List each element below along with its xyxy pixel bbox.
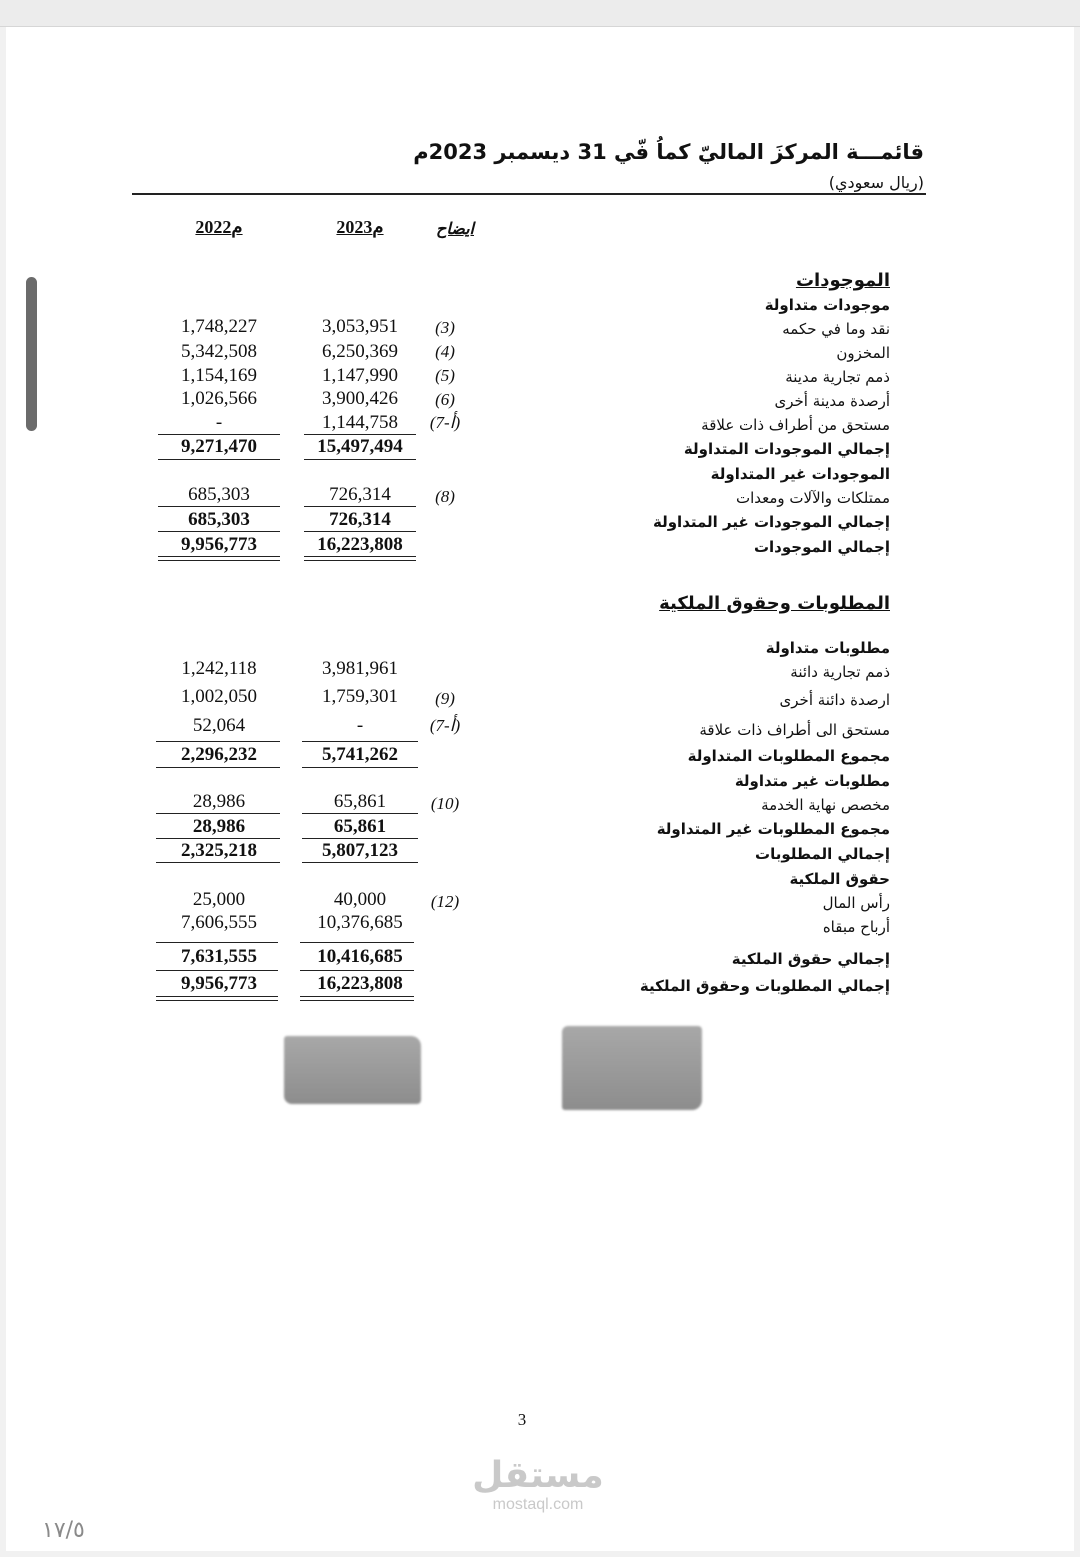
row-label: أرصدة مدينة أخرى bbox=[774, 392, 890, 410]
total-rule bbox=[302, 838, 418, 839]
current-assets-heading: موجودات متداولة bbox=[764, 296, 890, 314]
total-liabilities-label: إجمالي المطلوبات bbox=[755, 845, 890, 863]
total-rule bbox=[302, 862, 418, 863]
year-2023-header: 2023م bbox=[336, 217, 384, 237]
value-2023: 3,900,426 bbox=[322, 388, 398, 409]
grand-total-double-rule bbox=[156, 996, 278, 1001]
scrollbar-thumb[interactable] bbox=[26, 277, 37, 431]
total-noncurrent-liabilities-2022: 28,986 bbox=[192, 816, 246, 837]
row-label: رأس المال bbox=[822, 894, 890, 912]
row-label: أرباح مبقاه bbox=[822, 918, 890, 936]
row-note: (7-أ) bbox=[429, 716, 461, 735]
row-note: (7-أ) bbox=[429, 413, 461, 432]
row-label: مستحق الى أطراف ذات علاقة bbox=[699, 721, 890, 739]
row-note: (10) bbox=[430, 794, 460, 813]
value-2022: 25,000 bbox=[192, 889, 246, 910]
value-2022: 28,986 bbox=[192, 791, 246, 812]
row-note: (3) bbox=[435, 318, 455, 337]
total-equity-2022: 7,631,555 bbox=[181, 946, 257, 967]
total-assets-2023: 16,223,808 bbox=[317, 534, 403, 555]
subtotal-rule bbox=[156, 813, 280, 814]
value-2023: 1,147,990 bbox=[322, 365, 398, 386]
grand-total-double-rule bbox=[158, 556, 280, 561]
subtotal-rule bbox=[158, 506, 280, 507]
subtotal-rule bbox=[302, 741, 418, 742]
assets-section-title: الموجودات bbox=[795, 270, 890, 291]
value-2022: 1,002,050 bbox=[181, 686, 257, 707]
row-label: ذمم تجارية دائنة bbox=[790, 663, 890, 681]
subtotal-rule bbox=[158, 434, 280, 435]
total-current-liabilities-2023: 5,741,262 bbox=[322, 744, 398, 765]
row-label: نقد وما في حكمه bbox=[782, 320, 890, 338]
watermark-url: mostaql.com bbox=[492, 1496, 584, 1513]
total-noncurrent-assets-label: إجمالي الموجودات غير المتداولة bbox=[653, 513, 890, 531]
noncurrent-liabilities-heading: مطلوبات غير متداولة bbox=[734, 772, 890, 790]
value-2023: 1,144,758 bbox=[322, 412, 398, 433]
mostaql-watermark bbox=[468, 1456, 608, 1514]
subtotal-rule bbox=[304, 506, 416, 507]
value-2023: 65,861 bbox=[333, 791, 387, 812]
value-2022: 685,303 bbox=[188, 484, 250, 505]
document-page bbox=[6, 27, 1074, 1551]
total-liabilities-equity-2022: 9,956,773 bbox=[181, 973, 257, 994]
total-rule bbox=[156, 838, 280, 839]
row-label: ارصدة دائنة أخرى bbox=[779, 691, 890, 709]
total-rule bbox=[156, 767, 280, 768]
total-current-assets-2022: 9,271,470 bbox=[181, 436, 257, 457]
total-assets-2022: 9,956,773 bbox=[181, 534, 257, 555]
subtotal-rule bbox=[302, 813, 418, 814]
value-2022: 1,154,169 bbox=[181, 365, 257, 386]
value-2022: 1,026,566 bbox=[181, 388, 257, 409]
total-rule bbox=[156, 970, 278, 971]
value-2023: 3,981,961 bbox=[322, 658, 398, 679]
value-2023: - bbox=[356, 715, 364, 736]
value-2023: 1,759,301 bbox=[322, 686, 398, 707]
total-liabilities-equity-label: إجمالي المطلوبات وحقوق الملكية bbox=[639, 977, 890, 995]
total-current-assets-label: إجمالي الموجودات المتداولة bbox=[683, 440, 890, 458]
total-rule bbox=[302, 767, 418, 768]
total-rule bbox=[156, 862, 280, 863]
grand-total-double-rule bbox=[300, 996, 414, 1001]
value-2023: 40,000 bbox=[333, 889, 387, 910]
equity-heading: حقوق الملكية bbox=[789, 870, 890, 888]
redacted-signature bbox=[284, 1036, 421, 1104]
total-liabilities-2022: 2,325,218 bbox=[181, 840, 257, 861]
subtotal-rule bbox=[156, 741, 280, 742]
total-current-liabilities-2022: 2,296,232 bbox=[181, 744, 257, 765]
total-rule bbox=[158, 459, 280, 460]
row-label: ذمم تجارية مدينة bbox=[785, 368, 890, 386]
value-2022: 1,748,227 bbox=[181, 316, 257, 337]
page-number: 3 bbox=[517, 1410, 527, 1429]
viewer-top-bar bbox=[0, 0, 1080, 27]
value-2023: 10,376,685 bbox=[317, 912, 403, 933]
total-liabilities-equity-2023: 16,223,808 bbox=[317, 973, 403, 994]
watermark-arabic: مستقل bbox=[472, 1455, 604, 1496]
total-noncurrent-liabilities-2023: 65,861 bbox=[333, 816, 387, 837]
redacted-signature bbox=[562, 1026, 702, 1110]
total-assets-label: إجمالي الموجودات bbox=[753, 538, 890, 556]
row-label: مستحق من أطراف ذات علاقة bbox=[701, 416, 890, 434]
value-2023: 6,250,369 bbox=[322, 341, 398, 362]
subtotal-rule bbox=[304, 434, 416, 435]
total-liabilities-2023: 5,807,123 bbox=[322, 840, 398, 861]
value-2023: 3,053,951 bbox=[322, 316, 398, 337]
row-note: (4) bbox=[435, 342, 455, 361]
row-label: مخصص نهاية الخدمة bbox=[761, 796, 890, 814]
grand-total-double-rule bbox=[304, 556, 416, 561]
row-label: المخزون bbox=[836, 344, 890, 362]
currency-note: (ريال سعودي) bbox=[828, 173, 924, 192]
row-note: (9) bbox=[435, 689, 455, 708]
total-equity-2023: 10,416,685 bbox=[317, 946, 403, 967]
noncurrent-assets-heading: الموجودات غير المتداولة bbox=[710, 465, 890, 483]
note-header: ايضاح bbox=[436, 219, 474, 238]
liabilities-equity-section-title: المطلوبات وحقوق الملكية bbox=[659, 593, 890, 614]
total-rule bbox=[304, 459, 416, 460]
row-note: (8) bbox=[435, 487, 455, 506]
value-2022: 7,606,555 bbox=[181, 912, 257, 933]
row-note: (5) bbox=[435, 366, 455, 385]
total-current-assets-2023: 15,497,494 bbox=[317, 436, 403, 457]
subtotal-rule bbox=[156, 942, 278, 943]
value-2023: 726,314 bbox=[329, 484, 391, 505]
row-note: (12) bbox=[430, 892, 460, 911]
value-2022: - bbox=[215, 412, 223, 433]
statement-title: قائمـــة المركزَ الماليّ كماُ فّي 31 ديسمبر 2023م bbox=[413, 140, 924, 164]
row-label: ممتلكات والآلات ومعدات bbox=[735, 489, 890, 507]
value-2022: 52,064 bbox=[192, 715, 246, 736]
total-rule bbox=[158, 531, 280, 532]
total-noncurrent-liabilities-label: مجموع المطلوبات غير المتداولة bbox=[656, 820, 890, 838]
total-noncurrent-assets-2023: 726,314 bbox=[329, 509, 391, 530]
row-note: (6) bbox=[435, 390, 455, 409]
total-current-liabilities-label: مجموع المطلوبات المتداولة bbox=[687, 747, 890, 765]
total-rule bbox=[300, 970, 414, 971]
total-rule bbox=[304, 531, 416, 532]
total-equity-label: إجمالي حقوق الملكية bbox=[731, 950, 890, 968]
title-rule bbox=[132, 193, 926, 195]
value-2022: 1,242,118 bbox=[181, 658, 257, 679]
subtotal-rule bbox=[300, 942, 414, 943]
year-2022-header: 2022م bbox=[195, 217, 243, 237]
current-liabilities-heading: مطلوبات متداولة bbox=[765, 639, 890, 657]
value-2022: 5,342,508 bbox=[181, 341, 257, 362]
total-noncurrent-assets-2022: 685,303 bbox=[188, 509, 250, 530]
viewer-page-indicator: ١٧/٥ bbox=[42, 1518, 85, 1543]
